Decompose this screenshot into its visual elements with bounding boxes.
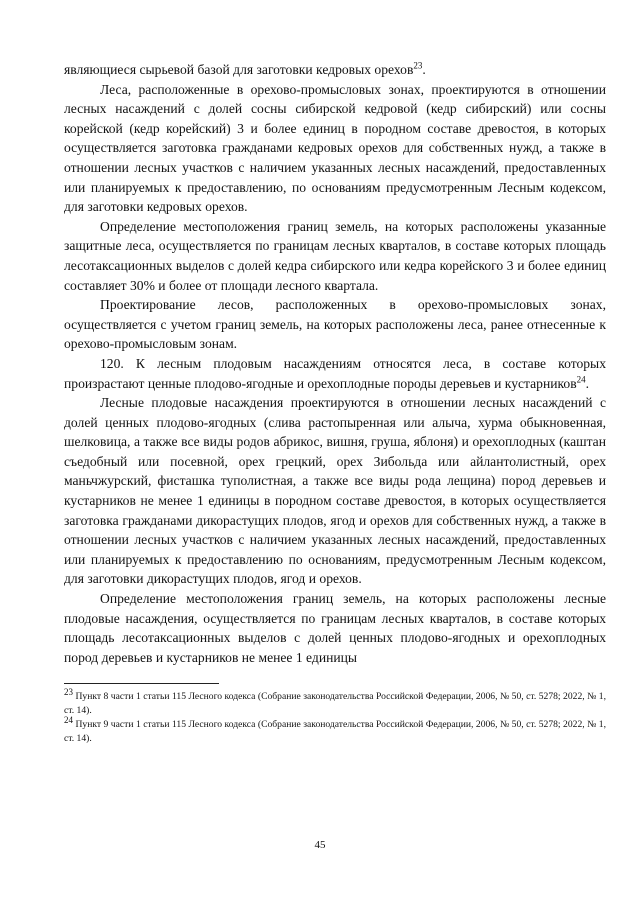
footnote-text: Пункт 8 части 1 статьи 115 Лесного кодекса (Собрание законодательства Российской Федерации, 2006, № 50, ст. 5278; 2022, № 1, ст. 14). (64, 691, 606, 717)
paragraph-2: Леса, расположенные в орехово-промысловых зонах, проектируются в отношении лесных насаждений с долей сосны сибирской кедровой (кедр сибирский) или сосны корейской (кедр корейский) 3 и более единиц в породном составе древостоя, в которых осуществляется заготовка гражданами кедровых орехов для собственных нужд, а также в отношении лесных участков с наличием указанных лесных насаждений, предоставленных или планируемых к предоставлению, по основаниям предусмотренным Лесным кодексом, для заготовки кедровых орехов. (64, 81, 606, 215)
paragraph-7: Определение местоположения границ земель, на которых расположены лесные плодовые насаждения, осуществляется по границам лесных кварталов, в составе которых площадь лесотаксационных выделов с долей ценных плодово-ягодных и орехоплодных пород деревьев и кустарников не менее 1 единицы (64, 591, 606, 665)
footnote-23 (64, 687, 606, 718)
page-number: 45 (314, 839, 326, 851)
footnote-divider (64, 683, 219, 684)
paragraph-5-text: 120. К лесным плодовым насаждениям относятся леса, в составе которых произрастают ценные плодово-ягодные и орехоплодные породы деревьев и кустарников (64, 355, 606, 391)
paragraph-1-end: . (422, 62, 426, 77)
paragraph-5 (64, 354, 606, 393)
paragraph-1 (64, 60, 606, 80)
paragraph-4: Проектирование лесов, расположенных в орехово-промысловых зонах, осуществляется с учетом границ земель, на которых расположены леса, ранее отнесенные к орехово-промысловым зонам. (64, 297, 606, 352)
footnote-text: Пункт 9 части 1 статьи 115 Лесного кодекса (Собрание законодательства Российской Федерации, 2006, № 50, ст. 5278; 2022, № 1, ст. 14). (64, 719, 606, 745)
footnote-ref-24[interactable]: 24 (576, 373, 586, 384)
paragraph-5-end: . (585, 375, 590, 391)
footnote-24 (64, 715, 606, 746)
footnote-number: 23 (64, 687, 73, 698)
paragraph-6: Лесные плодовые насаждения проектируются в отношении лесных насаждений с долей ценных плодово-ягодных (слива растопыренная или алыча, хурма обыкновенная, шелковица, а также все виды родов абрикос, вишня, груша, яблоня) и орехоплодных (каштан съедобный или посевной, орех грецкий, орех Зибольда или айлантолистный, орех маньчжурский, фисташка туполистная, а также все виды рода лещина) пород деревьев и кустарников не менее 1 единицы в породном составе древостоя, в которых осуществляется заготовка гражданами дикорастущих плодов, ягод и орехов для собственных нужд, а также в отношении лесных участков с наличием указанных лесных насаждений, предоставленных или планируемых к предоставлению по основаниям, предусмотренным Лесным кодексом, для заготовки дикорастущих плодов, ягод и орехов. (64, 395, 606, 587)
paragraph-1-text: являющиеся сырьевой базой для заготовки кедровых орехов (64, 62, 414, 77)
footnote-number: 24 (64, 715, 73, 726)
footnote-ref-23[interactable]: 23 (413, 60, 423, 71)
paragraph-3: Определение местоположения границ земель, на которых расположены указанные защитные леса, осуществляется по границам лесных кварталов, в составе которых площадь лесотаксационных выделов с долей кедра сибирского или кедра корейского 3 и более единиц составляет 30% и более от площади лесного квартала. (64, 218, 606, 293)
